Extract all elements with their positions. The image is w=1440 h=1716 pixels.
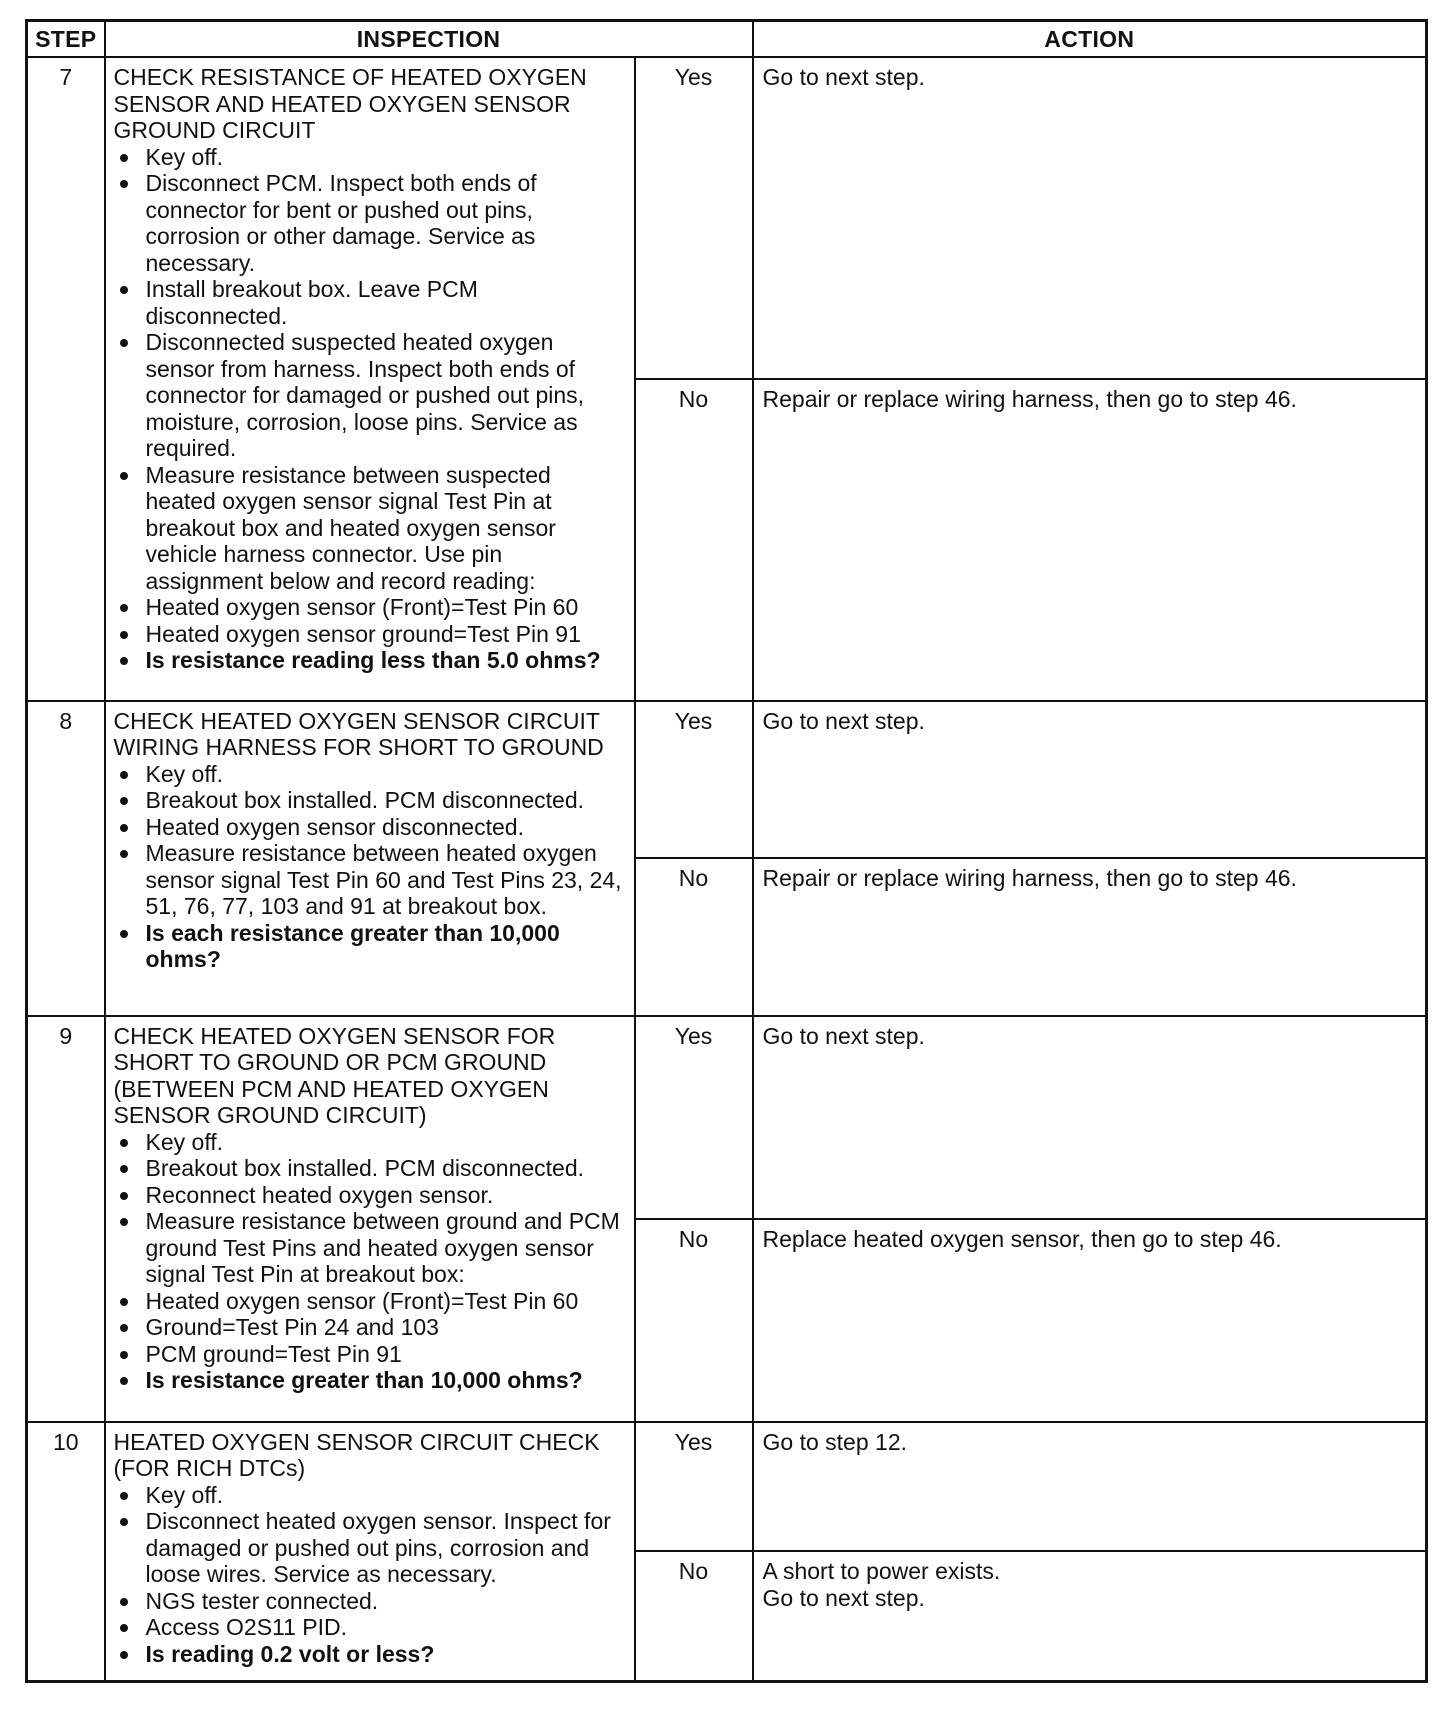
no-label: No: [635, 858, 753, 1015]
inspection-item: Reconnect heated oxygen sensor.: [114, 1182, 626, 1209]
inspection-title: HEATED OXYGEN SENSOR CIRCUIT CHECK (FOR RICH DTCs): [113, 1428, 600, 1481]
yes-action: [753, 57, 1427, 379]
step-number: 7: [27, 57, 105, 701]
no-label: No: [635, 1219, 753, 1422]
yes-action: [753, 1422, 1427, 1552]
inspection-title: CHECK HEATED OXYGEN SENSOR CIRCUIT WIRING HARNESS FOR SHORT TO GROUND: [113, 707, 604, 761]
yes-label: Yes: [635, 1016, 753, 1219]
inspection-cell: [105, 57, 635, 701]
step-number: 10: [27, 1422, 105, 1682]
inspection-items: [114, 1129, 626, 1394]
inspection-question: Is resistance reading less than 5.0 ohms?: [114, 647, 626, 674]
inspection-item: Disconnected suspected heated oxygen sensor from harness. Inspect both ends of connector for damaged or pushed out pins, moisture, corrosion, loose pins. Service as required.: [114, 329, 626, 462]
inspection-items: [114, 761, 626, 973]
inspection-item: Key off.: [114, 1482, 626, 1509]
action-text: Go to next step.: [762, 64, 925, 90]
step-row-yes: [27, 57, 1427, 379]
no-label: No: [635, 379, 753, 701]
yes-label: Yes: [635, 1422, 753, 1552]
inspection-item: Heated oxygen sensor ground=Test Pin 91: [114, 621, 626, 648]
action-text: Go to step 12.: [762, 1428, 907, 1455]
inspection-item: PCM ground=Test Pin 91: [114, 1341, 626, 1368]
inspection-item: Disconnect PCM. Inspect both ends of connector for bent or pushed out pins, corrosion or other damage. Service as necessary.: [114, 170, 626, 276]
no-action: [753, 858, 1427, 1015]
inspection-cell: [105, 1016, 635, 1422]
yes-action: [753, 701, 1427, 858]
header-step: STEP: [27, 21, 105, 58]
inspection-cell: [105, 701, 635, 1016]
inspection-item: Install breakout box. Leave PCM disconnected.: [114, 276, 626, 329]
inspection-item: Heated oxygen sensor (Front)=Test Pin 60: [114, 1288, 626, 1315]
inspection-cell: [105, 1422, 635, 1682]
inspection-item: Breakout box installed. PCM disconnected.: [114, 1155, 626, 1182]
action-text: Repair or replace wiring harness, then go to step 46.: [762, 865, 1297, 892]
inspection-item: Measure resistance between ground and PCM ground Test Pins and heated oxygen sensor signal Test Pin at breakout box:: [114, 1208, 626, 1288]
inspection-item: Heated oxygen sensor (Front)=Test Pin 60: [114, 594, 626, 621]
no-action: [753, 1219, 1427, 1422]
action-text: Go to next step.: [762, 1584, 925, 1611]
inspection-item: Key off.: [114, 1129, 626, 1156]
header-action: ACTION: [753, 21, 1427, 58]
inspection-item: Heated oxygen sensor disconnected.: [114, 814, 626, 841]
inspection-question: Is reading 0.2 volt or less?: [114, 1641, 626, 1668]
inspection-items: [114, 144, 626, 674]
header-inspection: INSPECTION: [105, 21, 753, 58]
inspection-title: CHECK HEATED OXYGEN SENSOR FOR SHORT TO GROUND OR PCM GROUND (BETWEEN PCM AND HEATED OXYGEN SENSOR GROUND CIRCUIT): [113, 1022, 556, 1129]
inspection-item: Access O2S11 PID.: [114, 1614, 626, 1641]
no-label: No: [635, 1551, 753, 1681]
inspection-question: Is each resistance greater than 10,000 ohms?: [114, 920, 626, 973]
action-text: Go to next step.: [762, 707, 925, 734]
step-row-yes: [27, 701, 1427, 858]
inspection-items: [114, 1482, 626, 1668]
header-row: [27, 21, 1427, 58]
yes-label: Yes: [635, 57, 753, 379]
step-row-yes: [27, 1016, 1427, 1219]
inspection-item: Key off.: [114, 761, 626, 788]
action-text: Repair or replace wiring harness, then go to step 46.: [762, 385, 1297, 412]
action-text: A short to power exists.: [762, 1558, 1001, 1585]
inspection-question: Is resistance greater than 10,000 ohms?: [114, 1367, 626, 1394]
yes-label: Yes: [635, 701, 753, 858]
no-action: [753, 1551, 1427, 1681]
inspection-item: Key off.: [114, 144, 626, 171]
step-row-yes: [27, 1422, 1427, 1552]
step-number: 9: [27, 1016, 105, 1422]
action-text: Replace heated oxygen sensor, then go to step 46.: [762, 1225, 1282, 1252]
inspection-item: Measure resistance between heated oxygen sensor signal Test Pin 60 and Test Pins 23, 24, 51, 76, 77, 103 and 91 at breakout box.: [114, 840, 626, 920]
step-number: 8: [27, 701, 105, 1016]
yes-action: [753, 1016, 1427, 1219]
inspection-item: Ground=Test Pin 24 and 103: [114, 1314, 626, 1341]
inspection-item: NGS tester connected.: [114, 1588, 626, 1615]
no-action: [753, 379, 1427, 701]
diagnostic-table: [25, 19, 1428, 1683]
inspection-item: Breakout box installed. PCM disconnected.: [114, 787, 626, 814]
action-text: Go to next step.: [762, 1022, 925, 1049]
inspection-item: Measure resistance between suspected heated oxygen sensor signal Test Pin at breakout box and heated oxygen sensor vehicle harness connector. Use pin assignment below and record reading:: [114, 462, 626, 595]
inspection-title: CHECK RESISTANCE OF HEATED OXYGEN SENSOR AND HEATED OXYGEN SENSOR GROUND CIRCUIT: [113, 64, 587, 143]
inspection-item: Disconnect heated oxygen sensor. Inspect for damaged or pushed out pins, corrosion and loose wires. Service as necessary.: [114, 1508, 626, 1588]
